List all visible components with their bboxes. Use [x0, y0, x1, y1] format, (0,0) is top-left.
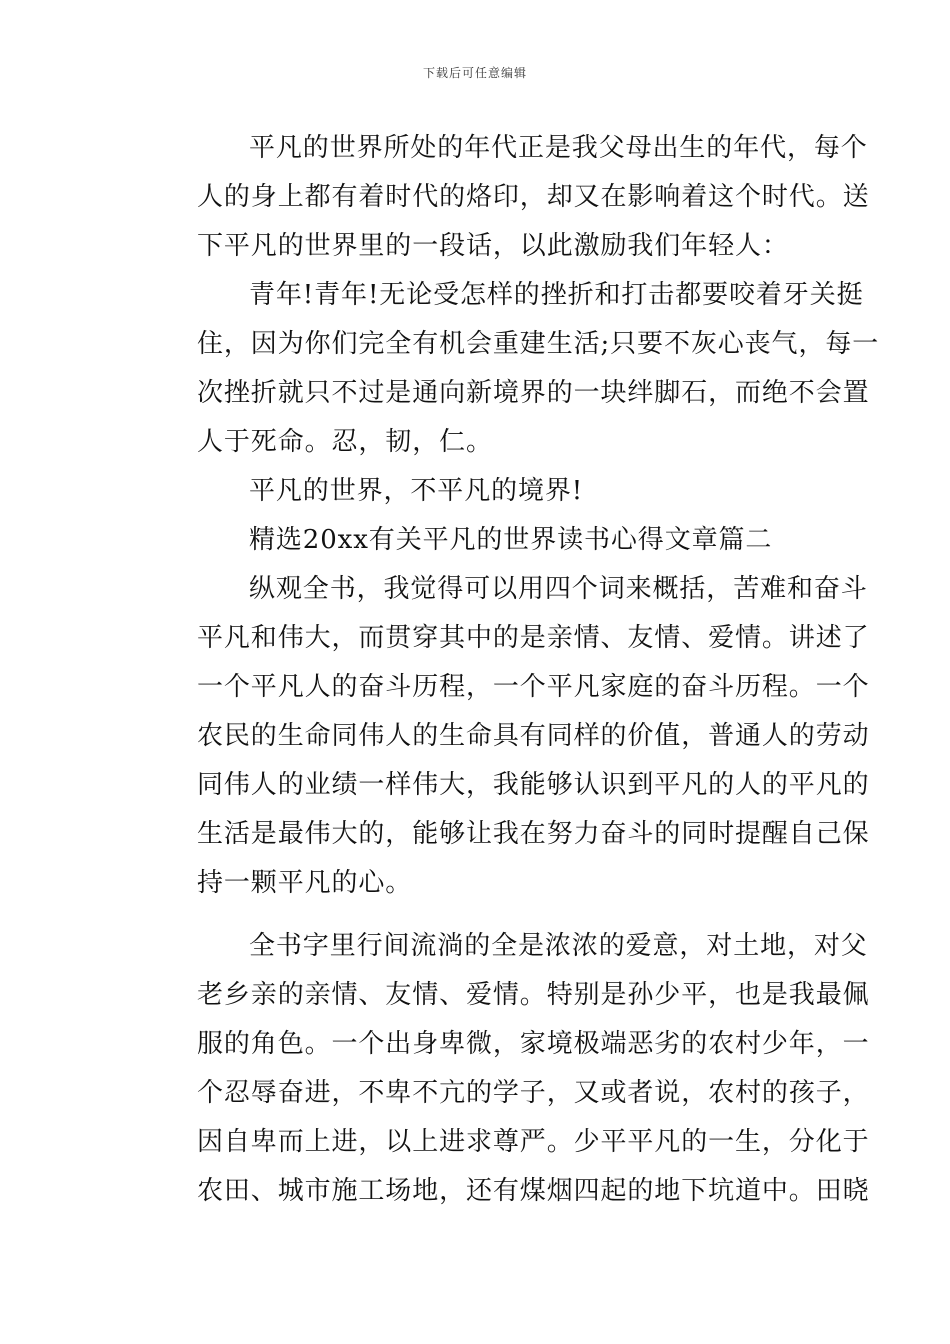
text-line: 平凡的世界，不平凡的境界!: [249, 476, 584, 506]
text-line: 下平凡的世界里的一段话，以此激励我们年轻人：: [197, 231, 789, 261]
text-line: 服的角色。一个出身卑微，家境极端恶劣的农村少年，一: [197, 1029, 870, 1059]
text-line: 人于死命。忍，韧，仁。: [197, 427, 493, 457]
text-line: 精选20xx有关平凡的世界读书心得文章篇二: [249, 525, 773, 555]
paragraph-1: [145, 124, 870, 271]
text-line: 住，因为你们完全有机会重建生活;只要不灰心丧气，每一: [197, 329, 880, 359]
document-body: [145, 124, 880, 1216]
text-line: 因自卑而上进，以上进求尊严。少平平凡的一生，分化于: [197, 1127, 870, 1157]
text-line: 次挫折就只不过是通向新境界的一块绊脚石，而绝不会置: [197, 378, 870, 408]
paragraph-5: [145, 565, 870, 908]
text-line: 农田、城市施工场地，还有煤烟四起的地下坑道中。田晓: [197, 1176, 870, 1206]
text-line: 平凡的世界所处的年代正是我父母出生的年代，每个: [249, 133, 868, 163]
paragraph-6: [145, 922, 870, 1216]
text-line: 平凡和伟大，而贯穿其中的是亲情、友情、爱情。讲述了: [197, 623, 870, 653]
paragraph-3: [145, 467, 810, 516]
text-line: 青年!青年!无论受怎样的挫折和打击都要咬着牙关挺: [249, 280, 864, 310]
page-header: 下载后可任意编辑: [422, 66, 527, 80]
text-line: 生活是最伟大的，能够让我在努力奋斗的同时提醒自己保: [197, 819, 870, 849]
text-line: 同伟人的业绩一样伟大，我能够认识到平凡的人的平凡的: [197, 770, 870, 800]
text-line: 一个平凡人的奋斗历程，一个平凡家庭的奋斗历程。一个: [197, 672, 870, 702]
paragraph-2: [145, 271, 880, 467]
text-line: 个忍辱奋进，不卑不亢的学子，又或者说，农村的孩子，: [197, 1078, 870, 1108]
text-line: 人的身上都有着时代的烙印，却又在影响着这个时代。送: [197, 182, 870, 212]
text-line: 全书字里行间流淌的全是浓浓的爱意，对土地，对父: [249, 931, 868, 961]
text-line: 纵观全书，我觉得可以用四个词来概括，苦难和奋斗: [249, 574, 868, 604]
text-line: 持一颗平凡的心。: [197, 868, 413, 898]
text-line: 农民的生命同伟人的生命具有同样的价值，普通人的劳动: [197, 721, 870, 751]
section-heading: [145, 516, 810, 565]
text-line: 老乡亲的亲情、友情、爱情。特别是孙少平，也是我最佩: [197, 980, 870, 1010]
